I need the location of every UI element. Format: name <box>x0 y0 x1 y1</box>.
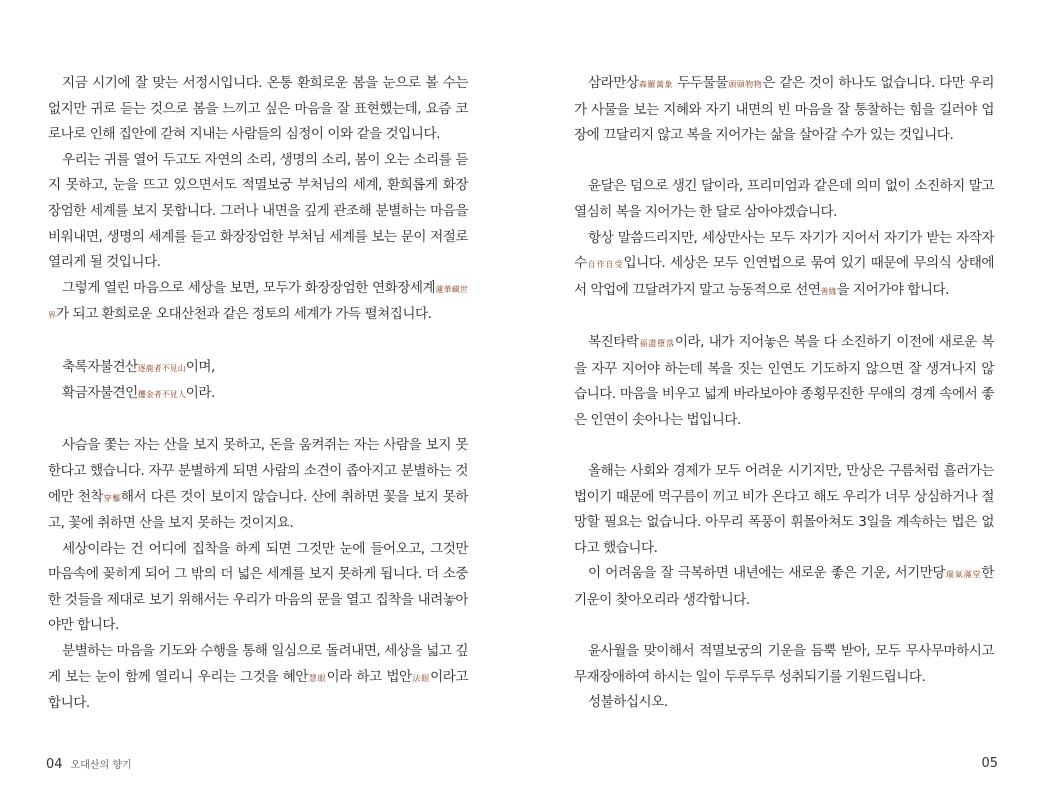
right-paragraph-7 <box>574 639 994 690</box>
left-paragraph-2-text: 우리는 귀를 열어 두고도 자연의 소리, 생명의 소리, 봄이 오는 소리를 듣지 못하고, 눈을 뜨고 있으면서도 적멸보궁 부처님의 세계, 환희롭게 화장장엄한 세계를 보지 못합니다. 그러나 내면을 깊게 관조해 분별하는 마음을 비워내면, 생명의 세계를 듣고 화장장엄한 부처님 세계를 보는 문이 저절로 열리게 될 것입니다. <box>48 151 468 271</box>
left-paragraph-5 <box>48 537 468 639</box>
left-paragraph-6-text-a: 분별하는 마음을 기도와 수행을 통해 일심으로 돌려내면, 세상을 넓고 깊게 보는 눈이 함께 열리니 우리는 그것을 혜안 <box>48 643 468 685</box>
verse-line-1-korean: 축록자불견산 <box>62 358 138 375</box>
right-paragraph-4 <box>574 330 994 433</box>
paragraph-gap <box>574 613 994 639</box>
right-paragraph-3 <box>574 226 994 305</box>
left-page-footer <box>46 756 132 772</box>
verse-line-2-korean: 확금자불견인 <box>62 385 138 402</box>
right-page-body <box>574 71 994 716</box>
verse-line-1-tail: 이며, <box>185 358 215 375</box>
left-page-body <box>48 71 468 717</box>
left-paragraph-6-text-b: 이라 하고 법안 <box>326 668 412 685</box>
left-paragraph-4-text-b: 해서 다른 것이 보이지 않습니다. 산에 취하면 꽃을 보지 못하고, 꽃에 취하면 산을 보지 못하는 것이지요. <box>48 488 468 532</box>
right-paragraph-6-text-b: 한 기운이 찾아오리라 생각합니다. <box>574 565 994 608</box>
hanja-annotation: 頭頭物物 <box>727 80 763 89</box>
left-paragraph-2 <box>48 148 468 276</box>
right-paragraph-3-text-a: 항상 말씀드리지만, 세상만사는 모두 자기가 지어서 자기가 받는 자작자수 <box>574 229 994 272</box>
right-page-footer <box>981 756 998 771</box>
verse-line-2 <box>48 381 468 408</box>
paragraph-gap <box>48 329 468 355</box>
right-paragraph-8 <box>574 690 994 716</box>
right-paragraph-3-text-b: 입니다. 세상은 모두 인연법으로 묶여 있기 때문에 무의식 상태에서 악업에 끄달려가지 말고 능동적으로 선연 <box>574 255 994 298</box>
right-paragraph-1 <box>574 71 994 149</box>
right-paragraph-4-text-a: 복진타락 <box>588 333 639 350</box>
hanja-annotation: 法眼 <box>411 673 431 683</box>
closing-line: 성불하십시오. <box>588 694 668 711</box>
paragraph-gap <box>574 433 994 459</box>
left-paragraph-4-text-a: 사슴을 쫓는 자는 산을 보지 못하고, 돈을 움켜쥐는 자는 사람을 보지 못한다고 했습니다. 자꾸 분별하게 되면 사람의 소견이 좁아지고 분별하는 것에만 천착 <box>48 437 468 505</box>
publication-title: 오대산의 향기 <box>70 760 132 771</box>
paragraph-gap <box>574 304 994 330</box>
hanja-annotation: 福盡墮落 <box>638 338 675 348</box>
left-paragraph-6-text-c: 이라고 합니다. <box>48 668 469 712</box>
right-paragraph-6 <box>574 561 994 613</box>
right-paragraph-4-text-b: 이라, 내가 지어놓은 복을 다 소진하기 이전에 새로운 복을 자꾸 지어야 하는데 복을 짓는 인연도 기도하지 않으면 잘 생겨나지 않습니다. 마음을 비우고 넓게 바라보아야 종횡무진한 무애의 경계 속에서 좋은 인연이 솟아나는 법입니다. <box>574 333 994 428</box>
right-paragraph-1-text-c: 은 같은 것이 하나도 없습니다. 다만 우리가 사물을 보는 지혜와 자기 내면의 빈 마음을 잘 통찰하는 힘을 길러야 업장에 끄달리지 않고 복을 지어가는 삶을 살아갈 수가 있는 것입니다. <box>574 75 995 144</box>
left-paragraph-6 <box>48 639 468 717</box>
right-paragraph-5 <box>574 459 994 561</box>
right-paragraph-5-text: 올해는 사회와 경제가 모두 어려운 시기지만, 만상은 구름처럼 흘러가는 법이기 때문에 먹구름이 끼고 비가 온다고 해도 우리가 너무 상심하거나 절망할 필요는 없습니다. 아무리 폭풍이 휘몰아쳐도 3일을 계속하는 법은 없다고 했습니다. <box>574 462 994 556</box>
left-paragraph-5-text: 세상이라는 건 어디에 집착을 하게 되면 그것만 눈에 들어오고, 그것만 마음속에 꽂히게 되어 그 밖의 더 넓은 세계를 보지 못하게 됩니다. 더 소중한 것들을 제대로 보기 위해서는 우리가 마음의 문을 열고 집착을 내려놓아야만 합니다. <box>48 540 468 634</box>
left-paragraph-1 <box>48 71 468 148</box>
left-page-number: 04 <box>46 757 63 772</box>
right-paragraph-1-text-a: 삼라만상 <box>588 75 639 91</box>
left-paragraph-3-text-a: 그렇게 열린 마음으로 세상을 보면, 모두가 화장장엄한 연화장세계 <box>62 279 436 296</box>
left-paragraph-4 <box>48 433 468 536</box>
hanja-annotation: 蓮華藏世界 <box>48 284 469 321</box>
hanja-annotation: 攫金者不見人 <box>137 390 186 400</box>
hanja-annotation: 自作自受 <box>586 260 624 270</box>
paragraph-gap <box>48 408 468 434</box>
paragraph-gap <box>574 149 994 175</box>
verse-line-2-tail: 이라. <box>185 385 215 402</box>
hanja-annotation: 逐鹿者不見山 <box>137 363 186 373</box>
left-paragraph-3 <box>48 276 468 329</box>
right-paragraph-7-text: 윤사월을 맞이해서 적멸보궁의 기운을 듬뿍 받아, 모두 무사무마하시고 무재장애하여 하시는 일이 두루두루 성취되기를 기원드립니다. <box>574 643 994 685</box>
hanja-annotation: 瑞氣滿堂 <box>945 570 982 580</box>
right-paragraph-2-text: 윤달은 덤으로 생긴 달이라, 프리미엄과 같은데 의미 없이 소진하지 말고 열심히 복을 지어가는 한 달로 삼아야겠습니다. <box>574 178 994 220</box>
hanja-annotation: 森羅萬象 <box>638 80 673 89</box>
hanja-annotation: 慧眼 <box>307 673 327 683</box>
right-paragraph-3-text-c: 을 지어가야 합니다. <box>836 281 949 298</box>
hanja-annotation: 穿鑿 <box>102 493 121 503</box>
hanja-annotation: 善緣 <box>820 286 837 296</box>
left-paragraph-1-text: 지금 시기에 잘 맞는 서정시입니다. 온통 환희로운 봄을 눈으로 볼 수는 없지만 귀로 듣는 것으로 봄을 느끼고 싶은 마음을 잘 표현했는데, 요즘 코로나로 인해 집안에 갇혀 지내는 사람들의 심정이 이와 같을 것입니다. <box>48 75 468 143</box>
right-page-number: 05 <box>981 756 998 771</box>
verse-line-1 <box>48 355 468 382</box>
right-paragraph-1-text-b: 두두물물 <box>672 75 728 91</box>
left-paragraph-3-text-b: 가 되고 환희로운 오대산천과 같은 정토의 세계가 가득 펼쳐집니다. <box>56 306 432 323</box>
right-paragraph-6-text-a: 이 어려움을 잘 극복하면 내년에는 새로운 좋은 기운, 서기만당 <box>588 565 946 582</box>
right-paragraph-2 <box>574 174 994 225</box>
